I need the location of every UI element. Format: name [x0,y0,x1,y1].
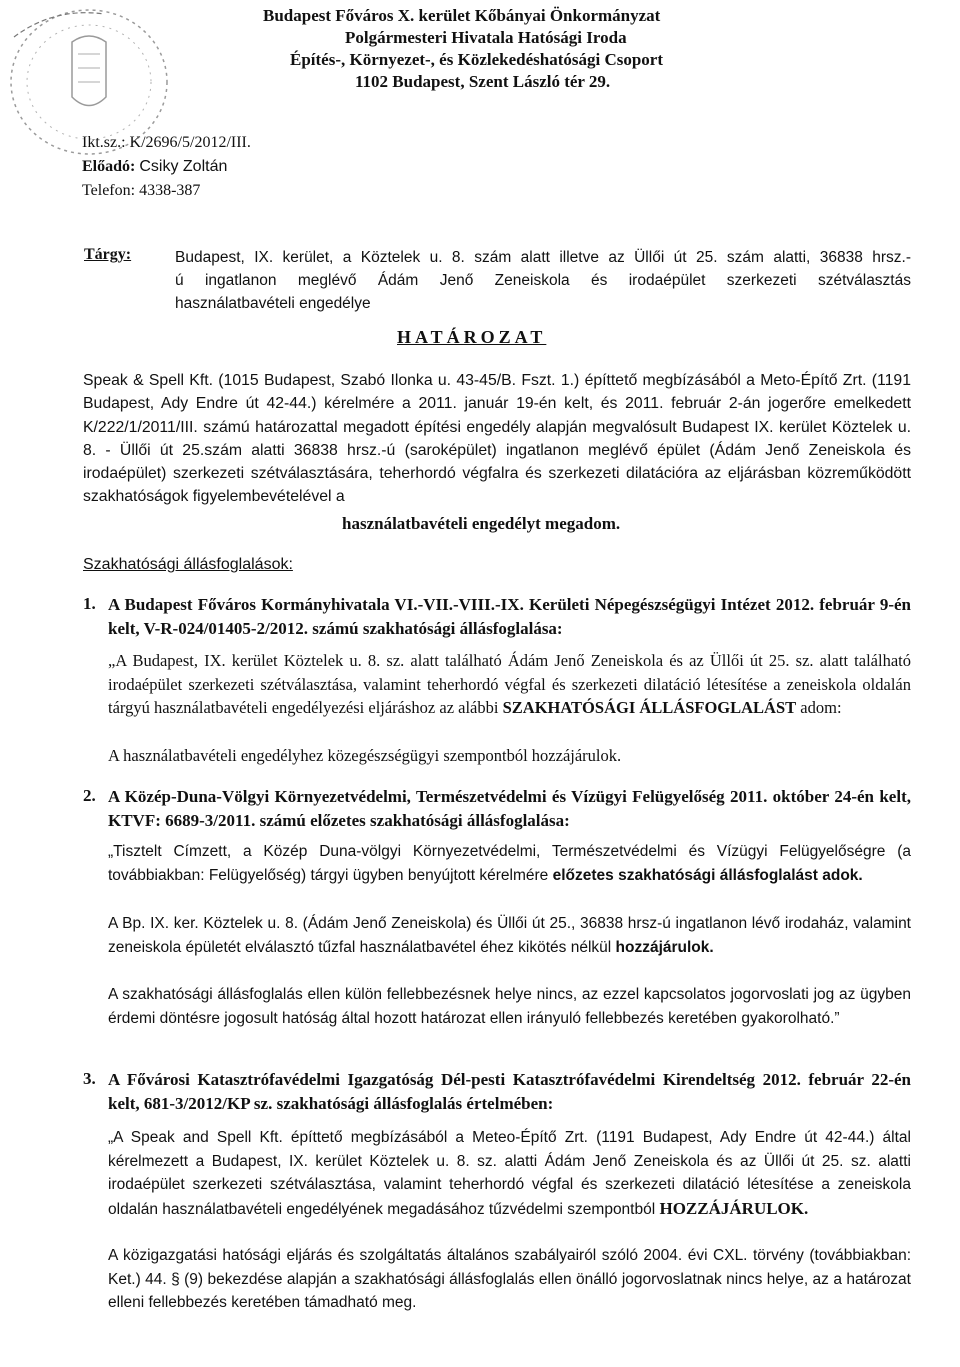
document-title: HATÁROZAT [397,327,547,347]
item-quote-bold: SZAKHATÓSÁGI ÁLLÁSFOGLALÁST [502,698,797,717]
item-heading: A Budapest Főváros Kormányhivatala VI.-VII.-VIII.-IX. Kerületi Népegészségügyi Intézet 2012. február 9-én kelt, V-R-024/01405-2/2012. számú szakhatósági állásfoglalása: [108,595,911,638]
subject-line-3: használatbavételi engedélye [175,295,371,312]
item-quote [108,912,911,959]
item-quote-text: A Bp. IX. ker. Köztelek u. 8. (Ádám Jenő Zeneiskola) és Üllői út 25., 36838 hrsz-ú ingatlanon lévő irodaház, valamint zeneiskola épületét elválasztó tűzfal használatbavétel éhez kikötés nélkül [108,915,911,956]
item-quote-text: „Tisztelt Címzett, a Közép Duna-völgyi Környezetvédelmi, Természetvédelmi és Vízügyi Felügyelőségre (a továbbiakban: Felügyelőség) tárgyi ügyben benyújtott kérelmére [108,843,911,884]
item-number: 1. [83,594,96,613]
item-quote-text: „A Budapest, IX. kerület Köztelek u. 8. sz. alatt található Ádám Jenő Zeneiskola és az Üllői út 25. sz. alatt található irodaépület szerkezeti szétválasztása, valamint teherhordó végfal és szerkezeti dilatáció létesítése a zeneiskola oldalán tárgyú használatbavételi engedélyezési eljáráshoz az alábbi [108,651,911,717]
section-label: Szakhatósági állásfoglalások: [83,556,293,573]
item-quote-text: „A Speak and Spell Kft. építtető megbízásából a Meteo-Építő Zrt. (1191 Budapest, Ady Endre út 42-44.) által kérelmezett a Budapest, IX. kerület Köztelek u. 8. sz. alatti Ádám Jenő Zeneiskola és az Üllői út 25. sz. alatti irodaépület szerkezeti szétválasztása, valamint teherhordó végfal és szerkezeti dilatáció létesítése a zeneiskola oldalán használatbavételi engedélyének megadásához tűzvédelmi szempontból [108,1129,911,1218]
item-quote-bold: HOZZÁJÁRULOK. [659,1198,809,1218]
item-quote: A használatbavételi engedélyhez közegészségügyi szempontból hozzájárulok. [108,746,622,765]
item-quote: A szakhatósági állásfoglalás ellen külön fellebbezésnek helye nincs, az ezzel kapcsolatos jogorvoslati jog az ügyben érdemi döntésre jogosult hatóság által hozott határozat ellen irányuló fellebbezés keretében gyakorolható.” [108,986,911,1027]
item-quote [108,649,911,720]
authority-address: 1102 Budapest, Szent László tér 29. [355,72,611,91]
case-officer-name: Csiky Zoltán [139,158,228,175]
item-quote-bold: hozzájárulok. [615,938,714,956]
item-number: 2. [83,786,96,805]
subject-line-2: ú ingatlanon meglévő Ádám Jenő Zeneiskola és irodaépület szerkezeti szétválasztás [175,272,911,289]
phone-number: Telefon: 4338-387 [82,182,201,199]
authority-office: Polgármesteri Hivatala Hatósági Iroda [345,28,627,47]
item-number: 3. [83,1069,96,1088]
case-officer-label: Előadó: [82,158,136,175]
item-heading: A Fővárosi Katasztrófavédelmi Igazgatóság Dél-pesti Katasztrófavédelmi Kirendeltség 2012. február 22-én kelt, 681-3/2012/KP sz. szakhatósági állásfoglalás értelmében: [108,1070,911,1113]
item-quote-bold: előzetes szakhatósági állásfoglalást adok. [552,866,863,884]
case-number: Ikt.sz.: K/2696/5/2012/III. [82,134,251,151]
item-quote [108,1126,911,1221]
authority-name: Budapest Főváros X. kerület Kőbányai Önkormányzat [263,6,661,25]
item-quote [108,840,911,887]
case-officer [82,158,227,176]
subject-label: Tárgy: [84,246,132,263]
intro-paragraph: Speak & Spell Kft. (1015 Budapest, Szabó Ilonka u. 43-45/B. Fszt. 1.) építtető megbízásából a Meto-Építő Zrt. (1191 Budapest, Ady Endre út 42-44.) kérelmére a 2011. január 19-én kelt, és 2011. február 2-án jogerőre emelkedett K/222/1/2011/III. számú határozattal megadott építési engedély alapján megvalósult Budapest IX. kerület Köztelek u. 8. - Üllői út 25.szám alatti 36838 hrsz.-ú (saroképület) ingatlanon meglévő épület (Ádám Jenő Zeneiskola és irodaépület) szerkezeti szétválasztására, teherhordó végfalra és szerkezeti dilatációra az eljárásban közreműködött szakhatóságok figyelembevételével a [83,372,911,506]
item-quote-end: adom: [800,698,842,717]
decision-text: használatbavételi engedélyt megadom. [342,514,621,533]
item-quote: A közigazgatási hatósági eljárás és szolgáltatás általános szabályairól szóló 2004. évi CXL. törvény (továbbiakban: Ket.) 44. § (9) bekezdése alapján a szakhatósági állásfoglalás ellen önálló jogorvoslatnak nincs helye, az a határozat elleni fellebbezés keretében támadható meg. [108,1247,911,1311]
subject-text [175,246,911,315]
subject-line-1: Budapest, IX. kerület, a Köztelek u. 8. szám alatt illetve az Üllői út 25. szám alatti, 36838 hrsz.- [175,249,911,266]
item-heading: A Közép-Duna-Völgyi Környezetvédelmi, Természetvédelmi és Vízügyi Felügyelőség 2011. október 24-én kelt, KTVF: 6689-3/2011. számú előzetes szakhatósági állásfoglalása: [108,787,911,830]
authority-group: Építés-, Környezet-, és Közlekedéshatósági Csoport [290,50,664,69]
